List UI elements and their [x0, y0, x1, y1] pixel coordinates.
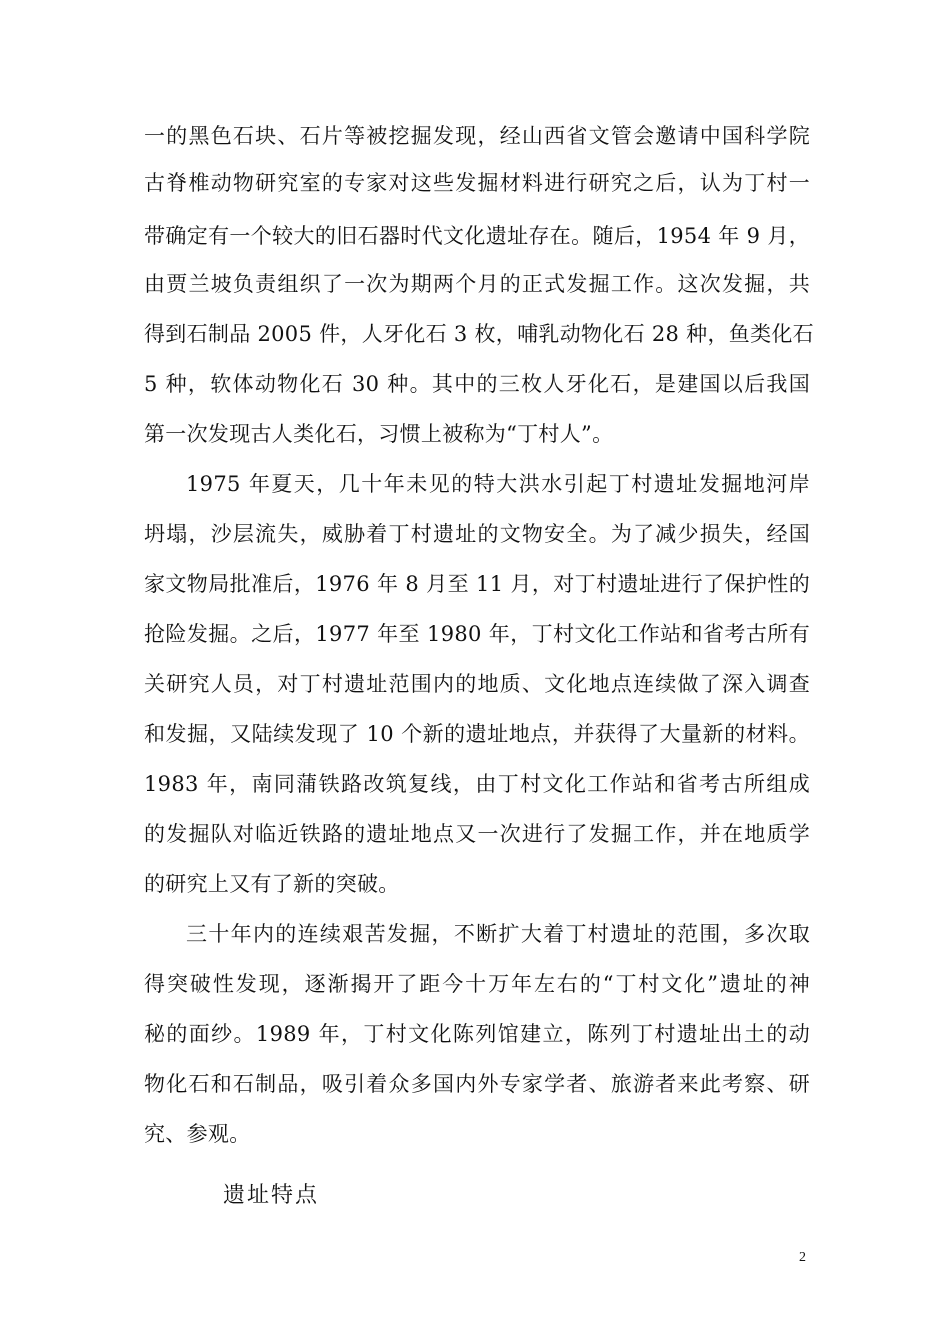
- paragraph-2-line-8: 的发掘队对临近铁路的遗址地点又一次进行了发掘工作，并在地质学: [144, 822, 810, 846]
- paragraph-3-line-5: 究、参观。: [144, 1122, 251, 1146]
- paragraph-3-line-1: 三十年内的连续艰苦发掘，不断扩大着丁村遗址的范围，多次取: [186, 922, 810, 946]
- paragraph-1-line-4: 由贾兰坡负责组织了一次为期两个月的正式发掘工作。这次发掘，共: [144, 272, 810, 296]
- page-number: 2: [799, 1250, 806, 1265]
- paragraph-2-line-7: 1983 年，南同蒲铁路改筑复线，由丁村文化工作站和省考古所组成: [144, 772, 810, 796]
- paragraph-3-line-3: 秘的面纱。1989 年，丁村文化陈列馆建立，陈列丁村遗址出土的动: [144, 1022, 810, 1046]
- paragraph-1-line-6: 5 种，软体动物化石 30 种。其中的三枚人牙化石，是建国以后我国: [144, 372, 810, 396]
- paragraph-1-line-5: 得到石制品 2005 件，人牙化石 3 枚，哺乳动物化石 28 种，鱼类化石: [144, 322, 814, 346]
- paragraph-2-line-4: 抢险发掘。之后，1977 年至 1980 年，丁村文化工作站和省考古所有: [144, 622, 810, 646]
- paragraph-1-line-3: 带确定有一个较大的旧石器时代文化遗址存在。随后，1954 年 9 月，: [144, 224, 810, 248]
- paragraph-2-line-5: 关研究人员，对丁村遗址范围内的地质、文化地点连续做了深入调查: [144, 672, 810, 696]
- paragraph-3-line-2: 得突破性发现，逐渐揭开了距今十万年左右的“丁村文化”遗址的神: [144, 972, 810, 996]
- paragraph-2-line-3: 家文物局批准后，1976 年 8 月至 11 月，对丁村遗址进行了保护性的: [144, 572, 810, 596]
- paragraph-2-line-1: 1975 年夏天，几十年未见的特大洪水引起丁村遗址发掘地河岸: [186, 472, 810, 496]
- paragraph-1-line-7: 第一次发现古人类化石，习惯上被称为“丁村人”。: [144, 422, 614, 446]
- paragraph-1-line-1: 一的黑色石块、石片等被挖掘发现，经山西省文管会邀请中国科学院: [144, 124, 810, 148]
- paragraph-2-line-2: 坍塌，沙层流失，威胁着丁村遗址的文物安全。为了减少损失，经国: [144, 522, 810, 546]
- paragraph-2-line-6: 和发掘，又陆续发现了 10 个新的遗址地点，并获得了大量新的材料。: [144, 722, 810, 746]
- paragraph-2-line-9: 的研究上又有了新的突破。: [144, 872, 400, 896]
- paragraph-1-line-2: 古脊椎动物研究室的专家对这些发掘材料进行研究之后，认为丁村一: [144, 171, 810, 195]
- section-heading: 遗址特点: [223, 1183, 320, 1208]
- paragraph-3-line-4: 物化石和石制品，吸引着众多国内外专家学者、旅游者来此考察、研: [144, 1072, 810, 1096]
